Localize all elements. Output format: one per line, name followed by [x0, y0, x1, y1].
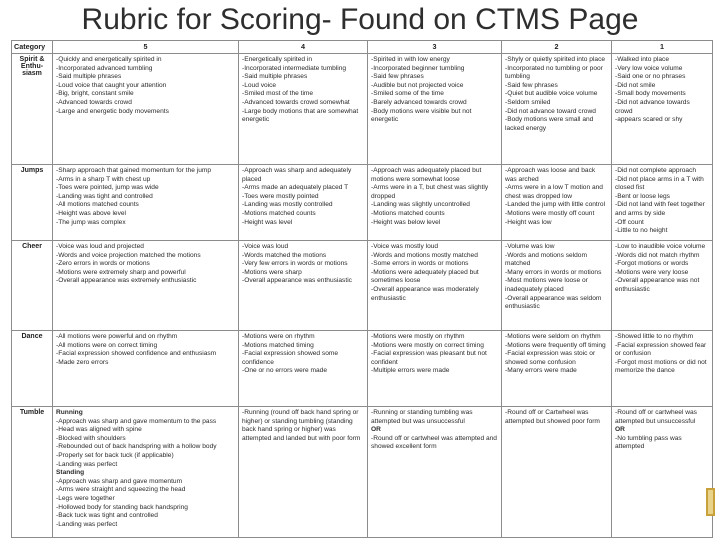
rubric-line: -Did not advance towards crowd — [615, 98, 690, 115]
rubric-line: -Toes were mostly pointed — [242, 192, 319, 200]
rubric-cell — [239, 165, 368, 241]
rubric-cell — [502, 241, 612, 331]
rubric-line: -Properly set for back tuck (if applicable) — [56, 451, 174, 459]
rubric-line: -Said multiple phrases — [56, 73, 122, 81]
rubric-line: -Low to inaudible voice volume — [615, 243, 706, 250]
rubric-line: -Many errors in words or motions — [505, 268, 602, 276]
rubric-line: -Small body movements — [615, 90, 686, 98]
rubric-line: -Words and motions mostly matched — [371, 251, 478, 259]
rubric-line: -Round off or cartwheel was attempted and showed excellent form — [371, 434, 497, 451]
rubric-line: -Approach was sharp and adequately placed — [242, 167, 352, 183]
rubric-line: -Motions matched timing — [242, 341, 314, 349]
rubric-line: OR — [615, 426, 625, 434]
rubric-line: -Hollowed body for standing back handspring — [56, 503, 188, 511]
rubric-line: -Landed the jump with little control — [505, 201, 606, 209]
rubric-cell — [502, 54, 612, 165]
rubric-line: -Smiled some of the time — [371, 90, 444, 98]
rubric-line: -Motions matched counts — [371, 209, 445, 217]
rubric-line: -Voice was mostly loud — [371, 243, 439, 250]
row-tumble — [12, 407, 713, 538]
rubric-line: -Height was level — [242, 218, 293, 226]
rubric-line: -Running or standing tumbling was attempted but was unsuccessful — [371, 409, 473, 425]
rubric-line: -Showed little to no rhythm — [615, 333, 694, 340]
rubric-line: -Motions were seldom on rhythm — [505, 333, 601, 340]
rubric-line: -Incorporated no tumbling or poor tumbling — [505, 64, 603, 81]
rubric-line: -Said few phrases — [505, 81, 558, 89]
rubric-line: -The jump was complex — [56, 218, 126, 226]
rubric-line: -Said few phrases — [371, 73, 424, 81]
rubric-line: -Overall appearance was enthusiastic — [242, 277, 352, 285]
rubric-line: -Facial expression showed fear or confusion — [615, 341, 707, 358]
rubric-line: -Energetically spirited in — [242, 56, 312, 63]
rubric-line: -Advanced towards crowd — [56, 98, 132, 106]
header-score-4: 4 — [239, 41, 368, 54]
rubric-line: -Toes were pointed, jump was wide — [56, 184, 159, 192]
rubric-cell — [612, 241, 713, 331]
header-row — [12, 41, 713, 54]
rubric-line: -Words did not match rhythm — [615, 251, 700, 259]
rubric-line: -Little to no height — [615, 227, 668, 235]
rubric-cell — [239, 331, 368, 407]
rubric-line: -Loud voice — [242, 81, 277, 89]
rubric-line: -Incorporated intermediate tumbling — [242, 64, 347, 72]
rubric-cell — [53, 331, 239, 407]
rubric-line: -Did not place arms in a T with closed fist — [615, 175, 704, 192]
rubric-cell — [612, 331, 713, 407]
rubric-line: -No tumbling pass was attempted — [615, 434, 682, 451]
rubric-cell — [239, 241, 368, 331]
rubric-line: -Did not smile — [615, 81, 656, 89]
rubric-line: -Overall appearance was extremely enthusiastic — [56, 277, 197, 285]
rubric-line: -Motions were adequately placed but sometimes loose — [371, 268, 479, 285]
rubric-line: -Many errors were made — [505, 367, 577, 375]
rubric-line: -Motions were mostly on correct timing — [371, 341, 484, 349]
rubric-line: -Motions were mostly on rhythm — [371, 333, 465, 340]
rubric-line: -Arms were in a T, but chest was slightly dropped — [371, 184, 489, 200]
rubric-line: -Motions were extremely sharp and powerful — [56, 268, 186, 276]
rubric-line: -Off count — [615, 218, 644, 226]
rubric-line: -Words matched the motions — [242, 251, 327, 259]
header-score-1: 1 — [612, 41, 713, 54]
header-category: Category — [12, 41, 53, 54]
rubric-line: -Approach was sharp and gave momentum to the pass — [56, 417, 217, 425]
rubric-table — [11, 40, 713, 538]
rubric-cell — [612, 54, 713, 165]
rubric-cell — [502, 165, 612, 241]
rubric-line: -Audible but not projected voice — [371, 81, 464, 89]
rubric-line: -One or no errors were made — [242, 367, 328, 375]
rubric-line: -Spirited in with low energy — [371, 56, 450, 63]
rubric-line: -Arms in a sharp T with chest up — [56, 175, 151, 183]
rubric-line: -Approach was adequately placed but motions were somewhat loose — [371, 167, 482, 183]
rubric-line: -Head was aligned with spine — [56, 426, 142, 434]
rubric-line: -Did not complete approach — [615, 167, 697, 174]
rubric-cell — [368, 407, 502, 538]
rubric-line: -All motions were powerful and on rhythm — [56, 333, 178, 340]
rubric-cell — [53, 407, 239, 538]
rubric-cell — [53, 165, 239, 241]
rubric-line: -Most motions were loose or inadequately placed — [505, 277, 588, 293]
rubric-line: -Height was above level — [56, 209, 127, 217]
rubric-cell — [239, 407, 368, 538]
rubric-line: -Overall appearance was seldom enthusiastic — [505, 294, 602, 311]
rubric-line: -Quiet but audible voice volume — [505, 90, 598, 98]
rubric-line: -Forgot motions or words — [615, 260, 689, 268]
rubric-line: -Round off or cartwheel was attempted but unsuccessful — [615, 409, 697, 425]
rubric-cell — [368, 331, 502, 407]
rubric-line: -Facial expression was stoic or showed some confusion — [505, 350, 596, 366]
rubric-line: -Voice was loud — [242, 243, 289, 250]
rubric-line: -Overall appearance was moderately enthusiastic — [371, 285, 479, 302]
rubric-line: -Motions were frequently off timing — [505, 341, 606, 349]
rubric-line: -Said one or no phrases — [615, 73, 686, 81]
rubric-cell — [612, 165, 713, 241]
rubric-line: -Height was low — [505, 218, 552, 226]
rubric-line: -Landing was slightly uncontrolled — [371, 201, 470, 209]
rubric-line: -Smiled most of the time — [242, 90, 314, 98]
rubric-line: -Body motions were small and lacked energy — [505, 116, 594, 132]
rubric-cell — [502, 331, 612, 407]
rubric-line: -Voice was loud and projected — [56, 243, 144, 250]
rubric-line: -Walked into place — [615, 56, 669, 63]
category-label: Tumble — [12, 407, 53, 538]
rubric-line: -Very few errors in words or motions — [242, 260, 348, 268]
rubric-line: -Volume was low — [505, 243, 555, 250]
rubric-line: -Body motions were visible but not energetic — [371, 107, 472, 124]
rubric-line: -Running (round off back hand spring or higher) or standing tumbling (standing back hand spring or higher) was attempted and landed but with poor form — [242, 409, 361, 442]
rubric-line: -Motions were sharp — [242, 268, 302, 276]
rubric-line: -Facial expression showed some confidence — [242, 350, 339, 366]
rubric-line: -Very low voice volume — [615, 64, 683, 72]
row-spirit — [12, 54, 713, 165]
rubric-line: -Landing was tight and controlled — [56, 192, 153, 200]
rubric-line: -appears scared or shy — [615, 116, 683, 124]
rubric-line: -Shyly or quietly spirited into place — [505, 56, 606, 63]
rubric-line: -Made zero errors — [56, 358, 109, 366]
rubric-line: -Facial expression was pleasant but not confident — [371, 350, 487, 366]
rubric-line: -Approach was sharp and gave momentum — [56, 477, 183, 485]
rubric-cell — [53, 241, 239, 331]
page-title: Rubric for Scoring- Found on CTMS Page — [81, 3, 639, 36]
rubric-line: -Motions were mostly off count — [505, 209, 595, 217]
rubric-line: OR — [371, 426, 381, 434]
rubric-line: -Height was below level — [371, 218, 441, 226]
rubric-line: -Seldom smiled — [505, 98, 551, 106]
rubric-cell — [368, 241, 502, 331]
row-jumps — [12, 165, 713, 241]
rubric-line: -Motions were very loose — [615, 268, 689, 276]
rubric-line: -Forgot most motions or did not memorize the dance — [615, 358, 707, 375]
row-cheer — [12, 241, 713, 331]
rubric-line: -Some errors in words or motions — [371, 260, 469, 268]
page-marker-icon — [706, 488, 715, 516]
rubric-line: -Advanced towards crowd somewhat — [242, 98, 350, 106]
rubric-line: -Arms were in a low T motion and chest was dropped low — [505, 184, 603, 200]
rubric-line: -Said multiple phrases — [242, 73, 308, 81]
category-label: Dance — [12, 331, 53, 407]
rubric-cell — [368, 165, 502, 241]
category-label: Spirit & Enthu-siasm — [12, 54, 53, 165]
rubric-line: -Arms were straight and squeezing the head — [56, 486, 186, 494]
rubric-cell — [239, 54, 368, 165]
rubric-cell — [502, 407, 612, 538]
rubric-line: -Bent or loose legs — [615, 192, 670, 200]
rubric-line: -Arms made an adequately placed T — [242, 184, 349, 192]
row-dance — [12, 331, 713, 407]
rubric-line: -Landing was mostly controlled — [242, 201, 333, 209]
rubric-cell — [53, 54, 239, 165]
header-score-5: 5 — [53, 41, 239, 54]
rubric-line: -Facial expression showed confidence and enthusiasm — [56, 350, 217, 358]
rubric-line: -Rebounded out of back handspring with a hollow body — [56, 443, 217, 451]
category-label: Cheer — [12, 241, 53, 331]
rubric-line: -Approach was loose and back was arched — [505, 167, 596, 183]
rubric-line: -Barely advanced towards crowd — [371, 98, 467, 106]
rubric-line: -Motions matched counts — [242, 209, 316, 217]
rubric-line: -All motions matched counts — [56, 201, 139, 209]
rubric-line: -Landing was perfect — [56, 460, 118, 468]
rubric-line: -Legs were together — [56, 494, 115, 502]
category-label: Jumps — [12, 165, 53, 241]
rubric-line: -Incorporated beginner tumbling — [371, 64, 465, 72]
rubric-line: Running — [56, 409, 83, 416]
rubric-line: -Did not advance toward crowd — [505, 107, 596, 115]
header-score-3: 3 — [368, 41, 502, 54]
rubric-cell — [368, 54, 502, 165]
rubric-line: -Multiple errors were made — [371, 367, 450, 375]
rubric-cell — [612, 407, 713, 538]
rubric-line: -Large and energetic body movements — [56, 107, 169, 115]
rubric-line: -Incorporated advanced tumbling — [56, 64, 153, 72]
rubric-line: -Back tuck was tight and controlled — [56, 512, 158, 520]
rubric-line: -Big, bright, constant smile — [56, 90, 134, 98]
rubric-line: -Overall appearance was not enthusiastic — [615, 277, 700, 293]
rubric-line: -Words and voice projection matched the motions — [56, 251, 201, 259]
rubric-line: -Words and motions seldom matched — [505, 251, 587, 268]
rubric-line: -Quickly and energetically spirited in — [56, 56, 162, 63]
rubric-line: -Did not land with feet together and arms by side — [615, 201, 705, 217]
header-score-2: 2 — [502, 41, 612, 54]
rubric-line: -Loud voice that caught your attention — [56, 81, 167, 89]
rubric-line: -Large body motions that are somewhat energetic — [242, 107, 359, 124]
rubric-line: -Blocked with shoulders — [56, 434, 126, 442]
rubric-line: -Landing was perfect — [56, 520, 118, 528]
rubric-line: -Zero errors in words or motions — [56, 260, 150, 268]
rubric-line: -Sharp approach that gained momentum for the jump — [56, 167, 212, 174]
rubric-line: -All motions were on correct timing — [56, 341, 158, 349]
rubric-line: Standing — [56, 469, 85, 477]
rubric-line: -Round off or Cartwheel was attempted but showed poor form — [505, 409, 600, 425]
rubric-line: -Motions were on rhythm — [242, 333, 315, 340]
